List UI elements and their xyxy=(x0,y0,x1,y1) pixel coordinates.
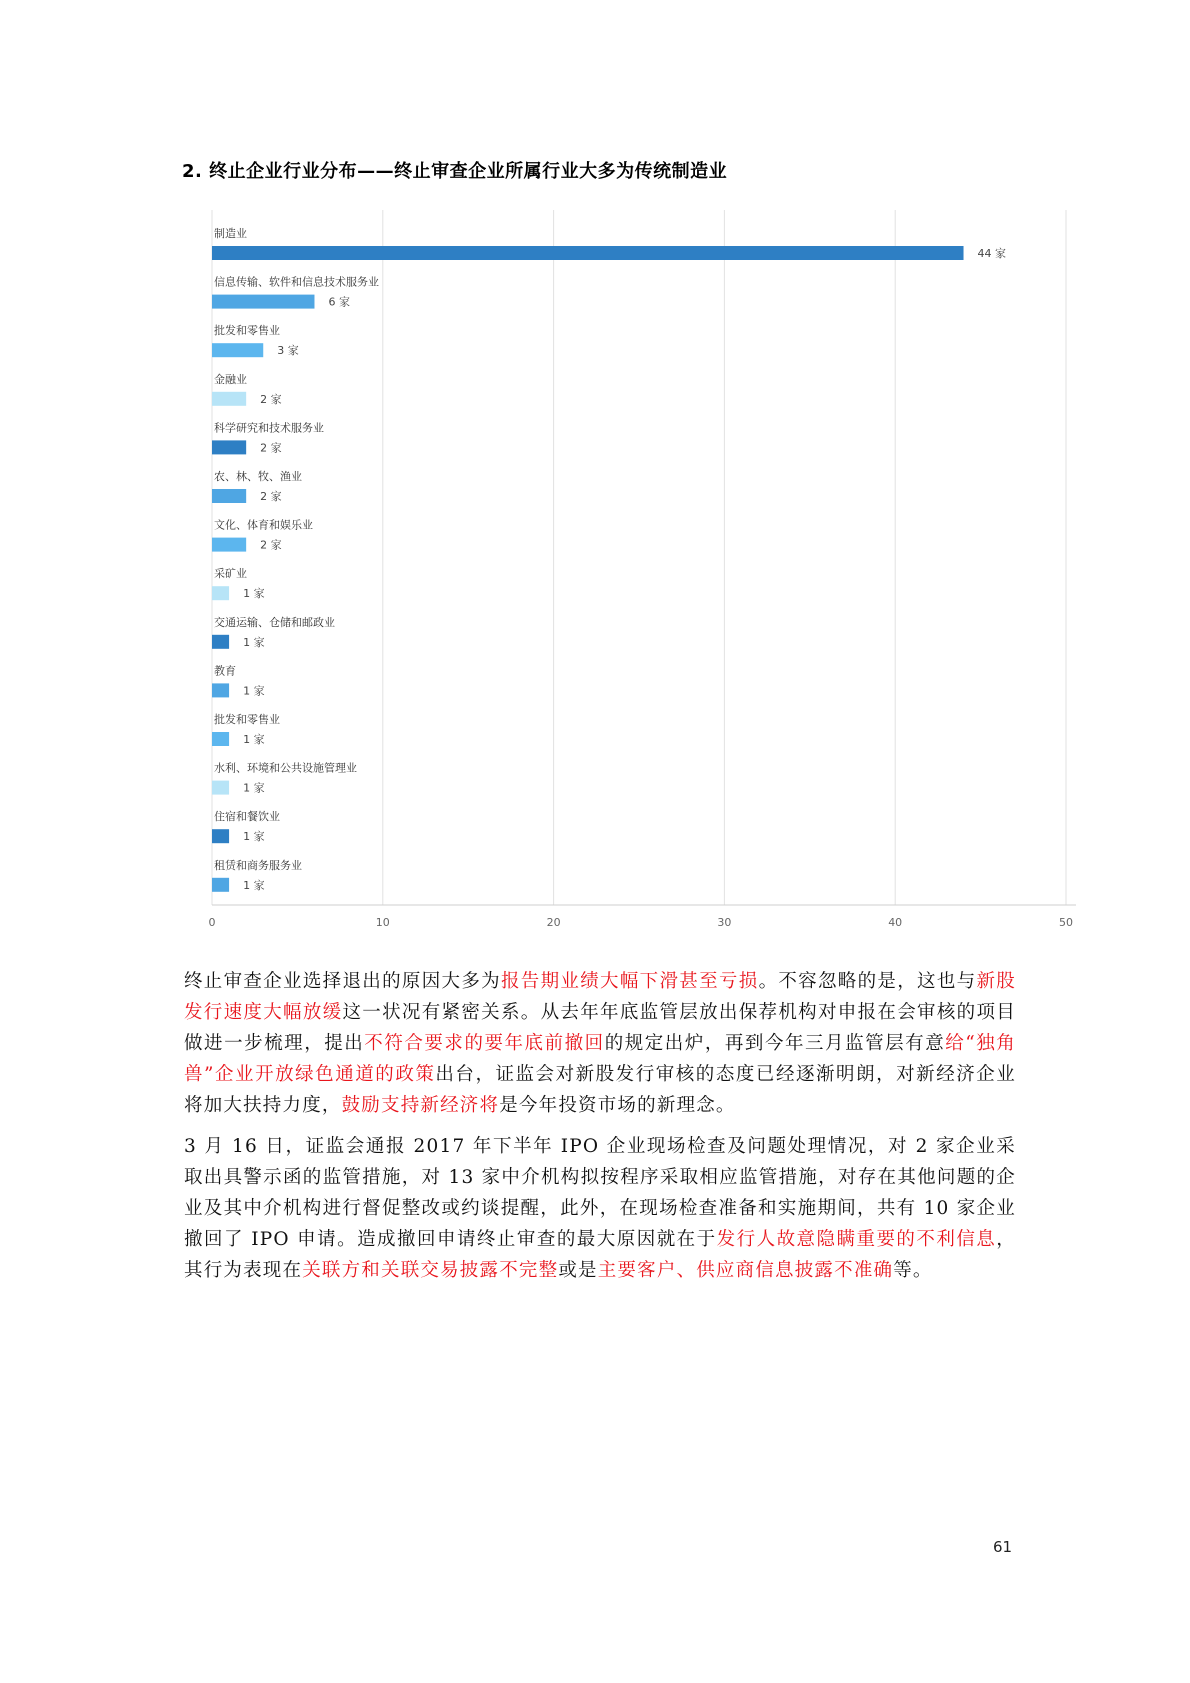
bar-2 xyxy=(212,343,263,357)
paragraph-reasons xyxy=(184,966,1016,1121)
para2-run-6: 等。 xyxy=(893,1260,933,1281)
value-label-9: 1 家 xyxy=(243,684,265,698)
para2-run-1-highlight: 发行人故意隐瞒重要的不利信息 xyxy=(716,1229,997,1250)
x-tick-label-50: 50 xyxy=(1059,916,1073,929)
value-label-12: 1 家 xyxy=(243,830,265,844)
para1-run-1-highlight: 报告期业绩大幅下滑甚至亏损 xyxy=(501,971,759,992)
value-label-11: 1 家 xyxy=(243,781,265,795)
bar-4 xyxy=(212,440,246,454)
bar-6 xyxy=(212,538,246,552)
category-label-0: 制造业 xyxy=(214,227,247,240)
category-label-2: 批发和零售业 xyxy=(214,324,280,338)
section-heading: 2. 终止企业行业分布——终止审查企业所属行业大多为传统制造业 xyxy=(182,161,728,182)
value-label-1: 6 家 xyxy=(328,295,350,309)
bar-0 xyxy=(212,246,964,260)
para2-run-5-highlight: 主要客户、供应商信息披露不准确 xyxy=(597,1260,894,1281)
para2-run-3-highlight: 关联方和关联交易披露不完整 xyxy=(302,1260,559,1281)
category-label-10: 批发和零售业 xyxy=(214,713,280,726)
para1-run-2: 。不容忽略的是，这也与 xyxy=(758,971,977,992)
x-tick-label-0: 0 xyxy=(208,916,216,929)
x-tick-label-30: 30 xyxy=(717,916,732,929)
para1-run-4: 这一状况有紧密关系。从去年年底监管层放出保荐机构对申报在会审核的项目做进一步梳理，提出 xyxy=(184,1002,1016,1054)
para1-run-3-highlight: 新股发行速度大幅放缓 xyxy=(184,971,1017,1023)
value-label-2: 3 家 xyxy=(277,344,299,358)
value-label-0: 44 家 xyxy=(977,247,1007,260)
x-tick-label-40: 40 xyxy=(888,916,903,929)
bar-1 xyxy=(212,295,314,309)
para1-run-6: 的规定出炉，再到今年三月监管层有意 xyxy=(604,1033,946,1054)
category-label-13: 租赁和商务服务业 xyxy=(214,858,302,872)
category-label-9: 教育 xyxy=(214,664,236,678)
para1-run-5-highlight: 不符合要求的要年底前撤回 xyxy=(364,1033,605,1054)
category-label-7: 采矿业 xyxy=(214,567,247,581)
category-label-12: 住宿和餐饮业 xyxy=(214,810,280,824)
value-label-7: 1 家 xyxy=(243,587,265,601)
para2-run-2: ，其行为表现在 xyxy=(184,1229,1016,1281)
para2-run-4: 或是 xyxy=(558,1260,598,1281)
para1-run-9-highlight: 鼓励支持新经济将 xyxy=(341,1095,500,1116)
para1-run-7-highlight: 给“独角兽”企业开放绿色通道的政策 xyxy=(184,1033,1016,1085)
bar-11 xyxy=(212,781,229,795)
category-label-4: 科学研究和技术服务业 xyxy=(214,421,324,435)
bar-13 xyxy=(212,878,229,892)
bar-3 xyxy=(212,392,246,406)
category-label-11: 水利、环境和公共设施管理业 xyxy=(214,761,357,775)
category-label-5: 农、林、牧、渔业 xyxy=(214,470,302,483)
value-label-3: 2 家 xyxy=(260,392,282,406)
bar-5 xyxy=(212,489,246,503)
category-label-6: 文化、体育和娱乐业 xyxy=(214,518,313,532)
value-label-6: 2 家 xyxy=(260,538,282,552)
bar-7 xyxy=(212,586,229,600)
x-tick-label-10: 10 xyxy=(375,916,390,929)
bar-8 xyxy=(212,635,229,649)
para1-run-10: 是今年投资市场的新理念。 xyxy=(499,1095,736,1116)
para2-run-0: 3 月 16 日，证监会通报 2017 年下半年 IPO 企业现场检查及问题处理情况，对 2 家企业采取出具警示函的监管措施，对 13 家中介机构拟按程序采取相应监管措施，对存在其他问题的企业及其中介机构进行督促整改或约谈提醒，此外，在现场检查准备和实施期间，共有 10 家企业撤回了 IPO 申请。造成撤回申请终止审查的最大原因就在于 xyxy=(184,1136,1016,1250)
bar-9 xyxy=(212,683,229,697)
para1-run-8: 出台，证监会对新股发行审核的态度已经逐渐明朗，对新经济企业将加大扶持力度， xyxy=(184,1064,1016,1116)
value-label-10: 1 家 xyxy=(243,733,265,746)
x-tick-label-20: 20 xyxy=(546,916,561,929)
bar-12 xyxy=(212,829,229,843)
category-label-1: 信息传输、软件和信息技术服务业 xyxy=(214,275,379,289)
paragraph-csrc-report xyxy=(184,1131,1016,1286)
value-label-8: 1 家 xyxy=(243,635,265,649)
category-label-8: 交通运输、仓储和邮政业 xyxy=(214,615,335,629)
bar-10 xyxy=(212,732,229,746)
para1-run-0: 终止审查企业选择退出的原因大多为 xyxy=(184,971,501,992)
value-label-13: 1 家 xyxy=(243,878,265,892)
value-label-5: 2 家 xyxy=(260,490,282,503)
category-label-3: 金融业 xyxy=(214,372,247,386)
page-number: 61 xyxy=(993,1538,1013,1556)
value-label-4: 2 家 xyxy=(260,441,282,455)
